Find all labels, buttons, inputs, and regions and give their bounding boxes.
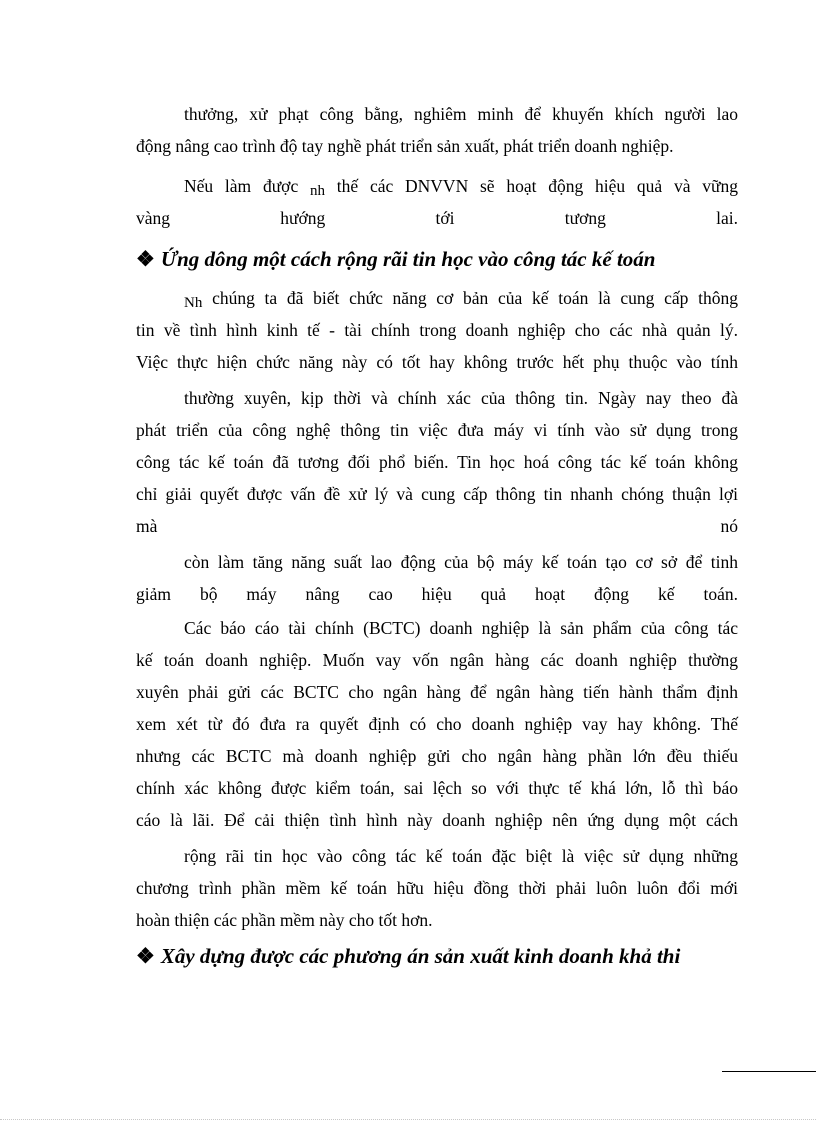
para3-line1 bbox=[184, 288, 738, 310]
para3-line10: giảm bộ máy nâng cao hiệu quả hoạt động kế toán. bbox=[136, 584, 738, 604]
para3-line3: Việc thực hiện chức năng này có tốt hay không trước hết phụ thuộc vào tính bbox=[136, 352, 738, 372]
para4-line2: kế toán doanh nghiệp. Muốn vay vốn ngân hàng các doanh nghiệp thường bbox=[136, 650, 738, 670]
page-edge-divider bbox=[0, 1119, 816, 1120]
heading-text: Ứng dông một cách rộng rãi tin học vào công tác kế toán bbox=[160, 247, 656, 271]
para4-line8: rộng rãi tin học vào công tác kế toán đặc biệt là việc sử dụng những bbox=[184, 846, 738, 866]
para1-line1: thưởng, xử phạt công bằng, nghiêm minh để khuyến khích người lao bbox=[184, 104, 738, 124]
section-heading-it-application bbox=[136, 247, 655, 271]
para3-line4: thường xuyên, kịp thời và chính xác của thông tin. Ngày nay theo đà bbox=[184, 388, 738, 408]
para4-line10: hoàn thiện các phần mềm này cho tốt hơn. bbox=[136, 910, 433, 930]
para4-line7: cáo là lãi. Để cải thiện tình hình này doanh nghiệp nên ứng dụng một cách bbox=[136, 810, 738, 830]
para2-small-nh: nh bbox=[310, 183, 325, 199]
para2-rest: thế các DNVVN sẽ hoạt động hiệu quả và vững bbox=[336, 176, 739, 196]
para3-line2: tin về tình hình kinh tế - tài chính trong doanh nghiệp cho các nhà quản lý. bbox=[136, 320, 738, 340]
para3-line6: công tác kế toán đã tương đối phổ biến. Tin học hoá công tác kế toán không bbox=[136, 452, 738, 472]
para2-lead: Nếu làm được bbox=[184, 176, 299, 196]
para4-line6: chính xác không được kiểm toán, sai lệch so với thực tế khá lớn, lỗ thì báo bbox=[136, 778, 738, 798]
para4-line3: xuyên phải gửi các BCTC cho ngân hàng để ngân hàng tiến hành thẩm định bbox=[136, 682, 738, 702]
para4-line5: nhưng các BCTC mà doanh nghiệp gửi cho ngân hàng phần lớn đều thiếu bbox=[136, 746, 738, 766]
footer-rule bbox=[722, 1071, 816, 1072]
section-heading-business-plans bbox=[136, 944, 680, 968]
para3-line7: chỉ giải quyết được vấn đề xử lý và cung cấp thông tin nhanh chóng thuận lợi bbox=[136, 484, 738, 504]
para4-line1: Các báo cáo tài chính (BCTC) doanh nghiệp là sản phẩm của công tác bbox=[184, 618, 738, 638]
diamond-bullet-icon: ❖ bbox=[136, 247, 155, 271]
heading-text: Xây dựng được các phương án sản xuất kinh doanh khả thi bbox=[160, 944, 681, 968]
para4-line9: chương trình phần mềm kế toán hữu hiệu đồng thời phải luôn luôn đổi mới bbox=[136, 878, 738, 898]
para4-line4: xem xét từ đó đưa ra quyết định có cho doanh nghiệp vay hay không. Thế bbox=[136, 714, 738, 734]
para2-line1 bbox=[184, 176, 738, 198]
para3-line8: mà nó bbox=[136, 516, 738, 536]
para3-line9: còn làm tăng năng suất lao động của bộ máy kế toán tạo cơ sở để tinh bbox=[184, 552, 738, 572]
para3-rest: chúng ta đã biết chức năng cơ bản của kế toán là cung cấp thông bbox=[212, 288, 738, 308]
para1-line2: động nâng cao trình độ tay nghề phát triển sản xuất, phát triển doanh nghiệp. bbox=[136, 136, 674, 156]
para3-line5: phát triển của công nghệ thông tin việc đưa máy vi tính vào sử dụng trong bbox=[136, 420, 738, 440]
para3-small-nh: Nh bbox=[184, 295, 203, 311]
para2-line2: vàng hướng tới tương lai. bbox=[136, 208, 738, 228]
diamond-bullet-icon: ❖ bbox=[136, 944, 155, 968]
